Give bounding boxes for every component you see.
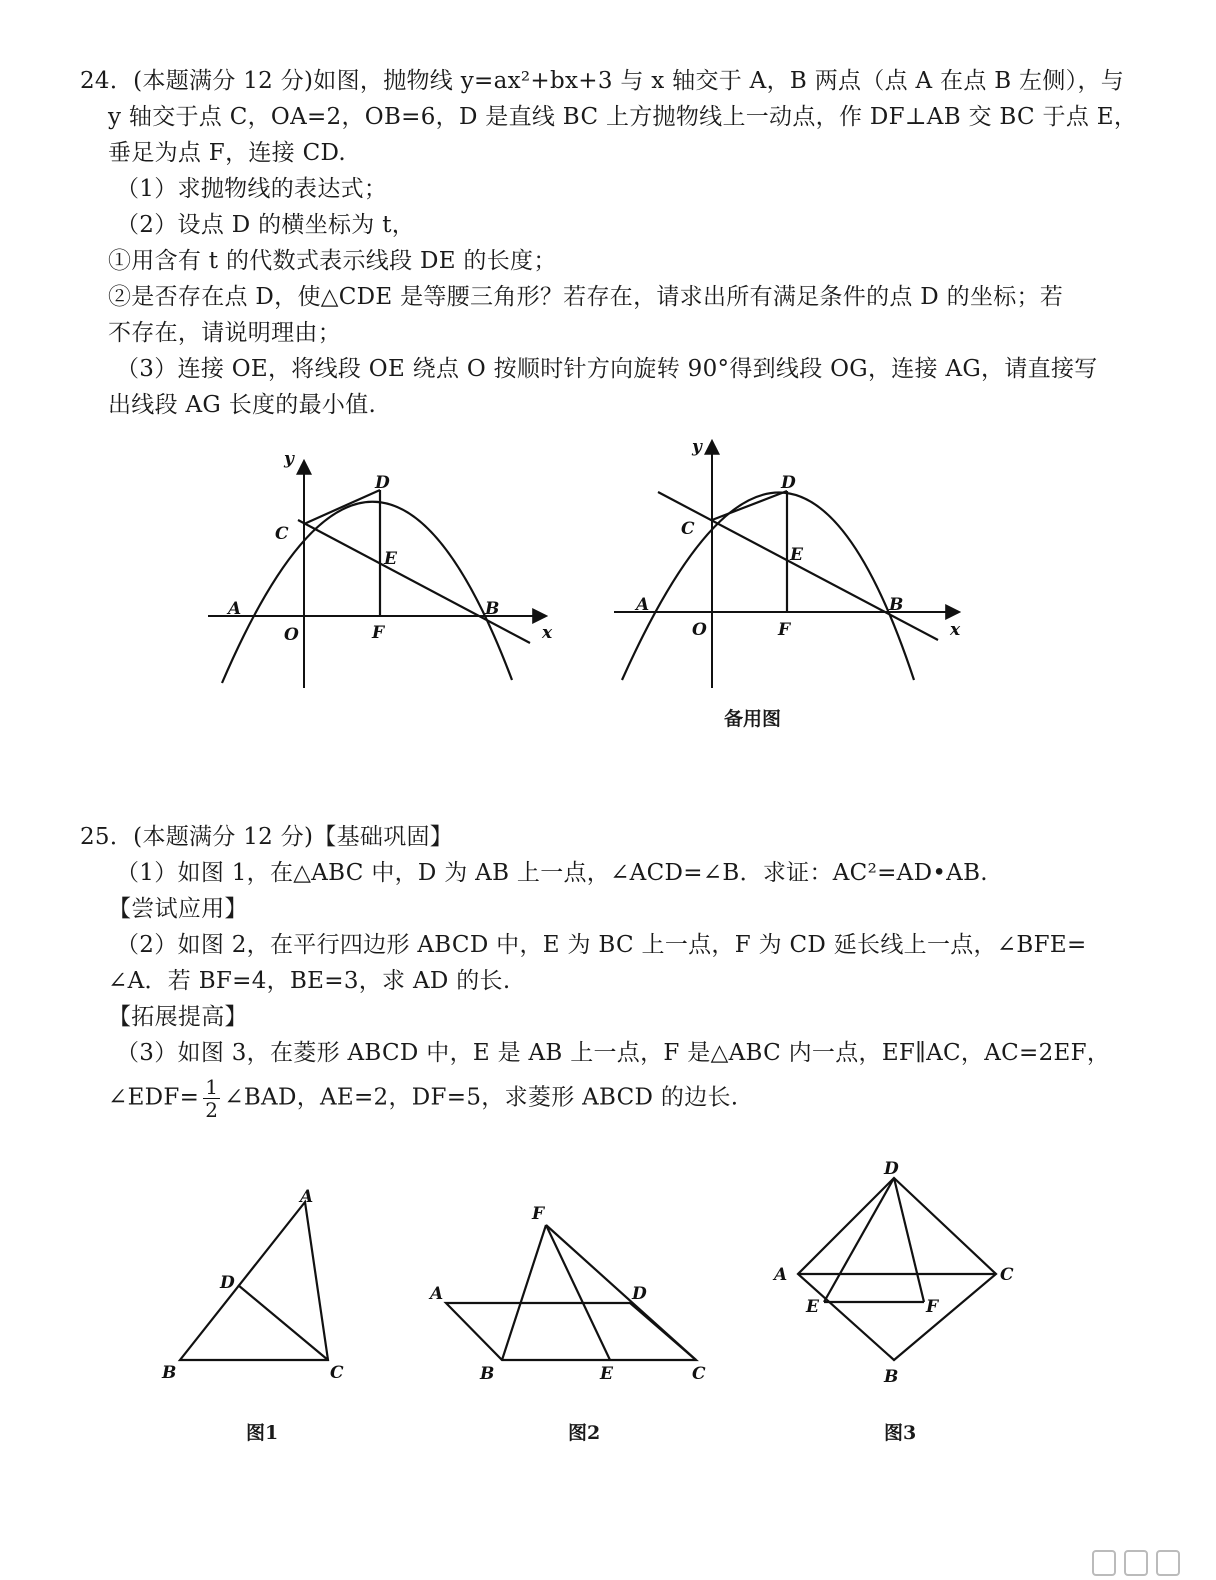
label-a: A: [774, 1265, 788, 1285]
q24-line-9: （3）连接 OE，将线段 OE 绕点 O 按顺时针方向旋转 90°得到线段 OG，连接 AG，请直接写: [116, 356, 1098, 382]
label-a: A: [636, 595, 650, 615]
q24-line-8: 不存在，请说明理由；: [108, 320, 341, 346]
q24-line-7: ②是否存在点 D，使△CDE 是等腰三角形？若存在，请求出所有满足条件的点 D 的坐标；若: [108, 284, 1064, 310]
q24-line-2: y 轴交于点 C，OA=2，OB=6，D 是直线 BC 上方抛物线上一动点，作 DF⊥AB 交 BC 于点 E，: [108, 104, 1138, 130]
label-o: O: [692, 620, 707, 640]
label-c: C: [330, 1363, 344, 1383]
label-b: B: [480, 1364, 495, 1384]
segment-fc: [546, 1225, 696, 1360]
q24-line-4: （1）求抛物线的表达式；: [116, 176, 388, 202]
label-b: B: [884, 1367, 899, 1387]
q24-spare-caption: 备用图: [724, 708, 782, 730]
triangle-abc: [180, 1202, 328, 1360]
q25-figure-1: [150, 1180, 370, 1390]
label-f: F: [778, 620, 791, 640]
q25-figure-2: [420, 1195, 720, 1395]
parallelogram-abcd: [446, 1303, 696, 1360]
label-a: A: [430, 1284, 444, 1304]
q25-fig2-caption: 图2: [568, 1422, 601, 1444]
label-e: E: [600, 1364, 613, 1384]
q24-line-3: 垂足为点 F，连接 CD.: [108, 140, 347, 166]
label-y: y: [692, 437, 702, 457]
label-f: F: [372, 623, 385, 643]
label-b: B: [485, 599, 500, 619]
segment-cd: [712, 491, 787, 520]
label-e: E: [806, 1297, 819, 1317]
q25-line-8-end: ∠BAD，AE=2，DF=5，求菱形 ABCD 的边长.: [224, 1084, 739, 1111]
toolbar-icon[interactable]: [1092, 1550, 1116, 1576]
label-f: F: [926, 1297, 939, 1317]
fraction-numerator: 1: [205, 1075, 219, 1099]
fraction-denominator: 2: [205, 1098, 219, 1122]
rhombus-abcd: [798, 1178, 996, 1360]
q24-line-10: 出线段 AG 长度的最小值.: [108, 392, 377, 418]
segment-cd: [304, 490, 380, 524]
fraction-half: [203, 1076, 220, 1121]
line-bc: [298, 520, 530, 643]
q25-line-1: 25．(本题满分 12 分)【基础巩固】: [80, 824, 454, 850]
line-bc: [658, 492, 938, 640]
label-e: E: [384, 549, 397, 569]
label-o: O: [284, 625, 299, 645]
q25-line-2: （1）如图 1，在△ABC 中，D 为 AB 上一点，∠ACD=∠B．求证：AC²=AD•AB.: [116, 860, 988, 886]
toolbar-icon[interactable]: [1156, 1550, 1180, 1576]
segment-fb: [502, 1225, 546, 1360]
q24-line-1: 24．(本题满分 12 分)如图，抛物线 y=ax²+bx+3 与 x 轴交于 A，B 两点（点 A 在点 B 左侧），与: [80, 68, 1125, 94]
label-y: y: [284, 449, 294, 469]
toolbar-icon[interactable]: [1124, 1550, 1148, 1576]
label-f: F: [532, 1204, 545, 1224]
q25-fig1-caption: 图1: [246, 1422, 279, 1444]
label-c: C: [692, 1364, 706, 1384]
q24-line-5: （2）设点 D 的横坐标为 t，: [116, 212, 416, 238]
label-x: x: [950, 620, 961, 640]
q25-line-8: [108, 1076, 738, 1121]
label-x: x: [542, 623, 553, 643]
q25-fig3-caption: 图3: [884, 1422, 917, 1444]
label-b: B: [162, 1363, 177, 1383]
q24-figure-main: [200, 440, 570, 700]
q25-line-3: 【尝试应用】: [108, 896, 248, 922]
q25-figure-3: [764, 1150, 1044, 1390]
label-c: C: [275, 524, 289, 544]
segment-fe: [546, 1225, 610, 1360]
label-d: D: [220, 1273, 235, 1293]
label-d: D: [781, 473, 796, 493]
q25-line-8-start: ∠EDF=: [108, 1084, 200, 1111]
segment-df: [894, 1178, 924, 1302]
label-c: C: [681, 519, 695, 539]
label-d: D: [884, 1159, 899, 1179]
label-d: D: [375, 473, 390, 493]
label-c: C: [1000, 1265, 1014, 1285]
label-b: B: [889, 595, 904, 615]
segment-de: [824, 1178, 894, 1302]
q25-line-4: （2）如图 2，在平行四边形 ABCD 中，E 为 BC 上一点，F 为 CD 延长线上一点，∠BFE=: [116, 932, 1087, 958]
q24-figure-spare: [606, 430, 976, 700]
viewer-toolbar: [1092, 1550, 1180, 1576]
q25-line-7: （3）如图 3，在菱形 ABCD 中，E 是 AB 上一点，F 是△ABC 内一点，EF∥AC，AC=2EF，: [116, 1040, 1111, 1066]
label-d: D: [632, 1284, 647, 1304]
label-a: A: [228, 599, 242, 619]
parabola: [622, 493, 914, 681]
q24-line-6: ①用含有 t 的代数式表示线段 DE 的长度；: [108, 248, 557, 274]
segment-cd: [238, 1285, 328, 1360]
label-e: E: [790, 545, 803, 565]
parabola: [222, 502, 512, 683]
q25-line-6: 【拓展提高】: [108, 1004, 248, 1030]
label-a: A: [300, 1187, 314, 1207]
q25-line-5: ∠A．若 BF=4，BE=3，求 AD 的长.: [108, 968, 511, 994]
